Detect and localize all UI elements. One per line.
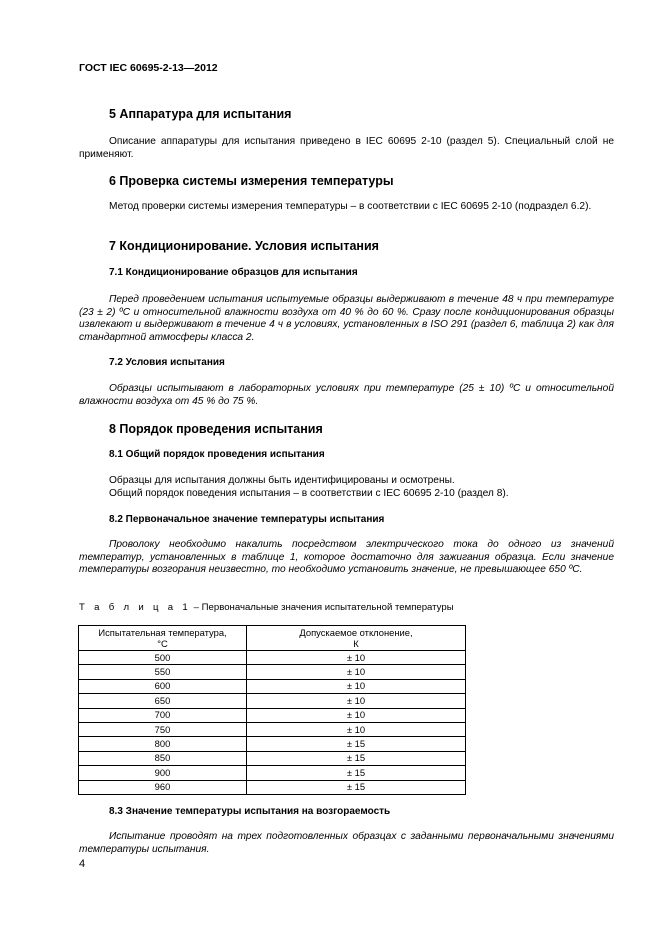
table-cell-temperature: 800 — [79, 737, 247, 751]
table-cell-temperature: 700 — [79, 708, 247, 722]
table-cell-tolerance: ± 10 — [247, 679, 466, 693]
table-cell-tolerance: ± 10 — [247, 708, 466, 722]
section-8-1-line-2: Общий порядок поведения испытания – в соответствии с IEC 60695 2-10 (раздел 8). — [109, 488, 509, 499]
table-cell-tolerance: ± 10 — [247, 694, 466, 708]
table-cell-temperature: 850 — [79, 751, 247, 765]
table-cell-temperature: 750 — [79, 722, 247, 736]
table-row — [79, 708, 466, 722]
table-header-temperature-line-1: Испытательная температура, — [98, 627, 227, 638]
table-row — [79, 722, 466, 736]
table-row — [79, 737, 466, 751]
section-7-1-text: Перед проведением испытания испытуемые образцы выдерживают в течение 48 ч при температуре (23 ± 2) ºС и относительной влажности воздуха от 40 % до 60 %. Сразу после кондиционирования образцы извлекают и выдерживают в течение 4 ч в условиях, установленных в ISO 291 (раздел 6, таблица 2) как для стандартной атмосферы класса 2. — [79, 294, 614, 343]
table-header-tolerance-unit: К — [353, 638, 359, 649]
table-header-temperature — [79, 626, 247, 651]
table-cell-temperature: 650 — [79, 694, 247, 708]
section-7-2-title: 7.2 Условия испытания — [109, 357, 225, 368]
table-row — [79, 766, 466, 780]
table-cell-temperature: 500 — [79, 651, 247, 665]
table-row — [79, 665, 466, 679]
table-cell-tolerance: ± 10 — [247, 665, 466, 679]
table-header-tolerance — [247, 626, 466, 651]
table-cell-tolerance: ± 10 — [247, 651, 466, 665]
section-8-2-text: Проволоку необходимо накалить посредством электрического тока до одного из значений температур, установленных в таблице 1, которое достаточно для зажигания образца. Если значение температуры возгорания неизвестно, то необходимо установить значение, не превышающее 650 ºС. — [79, 539, 614, 575]
table-cell-tolerance: ± 15 — [247, 737, 466, 751]
table-cell-tolerance: ± 15 — [247, 780, 466, 794]
table-row — [79, 651, 466, 665]
table-row — [79, 780, 466, 794]
section-8-1-line-1: Образцы для испытания должны быть идентифицированы и осмотрены. — [109, 475, 455, 486]
table-cell-temperature: 600 — [79, 679, 247, 693]
table-1-caption-label: Т а б л и ц а 1 — [79, 602, 191, 613]
table-cell-temperature: 550 — [79, 665, 247, 679]
document-header: ГОСТ IEC 60695-2-13—2012 — [79, 62, 218, 74]
section-8-title: 8 Порядок проведения испытания — [109, 422, 323, 436]
table-cell-tolerance: ± 15 — [247, 751, 466, 765]
page-number: 4 — [79, 858, 86, 870]
section-6-text: Метод проверки системы измерения температуры – в соответствии с IEC 60695 2-10 (подраздел 6.2). — [109, 201, 592, 212]
table-header-temperature-unit: °С — [157, 638, 168, 649]
section-5-text: Описание аппаратуры для испытания приведено в IEC 60695 2-10 (раздел 5). Специальный слой не применяют. — [79, 136, 614, 160]
table-row — [79, 694, 466, 708]
table-cell-temperature: 960 — [79, 780, 247, 794]
table-header-row — [79, 626, 466, 651]
table-header-tolerance-line-1: Допускаемое отклонение, — [299, 627, 413, 638]
section-8-3-text: Испытание проводят на трех подготовленных образцах с заданными первоначальными значениями температуры испытания. — [79, 831, 614, 855]
table-cell-tolerance: ± 10 — [247, 722, 466, 736]
table-row — [79, 751, 466, 765]
section-8-2-title: 8.2 Первоначальное значение температуры испытания — [109, 514, 385, 525]
section-7-title: 7 Кондиционирование. Условия испытания — [109, 239, 379, 253]
table-1-caption — [79, 602, 454, 613]
section-6-title: 6 Проверка системы измерения температуры — [109, 174, 394, 188]
section-8-3-title: 8.3 Значение температуры испытания на возгораемость — [109, 806, 391, 817]
section-7-2-text: Образцы испытывают в лабораторных условиях при температуре (25 ± 10) ºС и относительной влажности воздуха от 45 % до 75 %. — [79, 383, 614, 407]
table-1-caption-text: – Первоначальные значения испытательной температуры — [190, 602, 454, 613]
table-row — [79, 679, 466, 693]
section-7-1-title: 7.1 Кондиционирование образцов для испытания — [109, 267, 358, 278]
table-1 — [78, 625, 466, 795]
section-8-1-title: 8.1 Общий порядок проведения испытания — [109, 449, 325, 460]
table-cell-temperature: 900 — [79, 766, 247, 780]
table-cell-tolerance: ± 15 — [247, 766, 466, 780]
section-5-title: 5 Аппаратура для испытания — [109, 107, 292, 121]
